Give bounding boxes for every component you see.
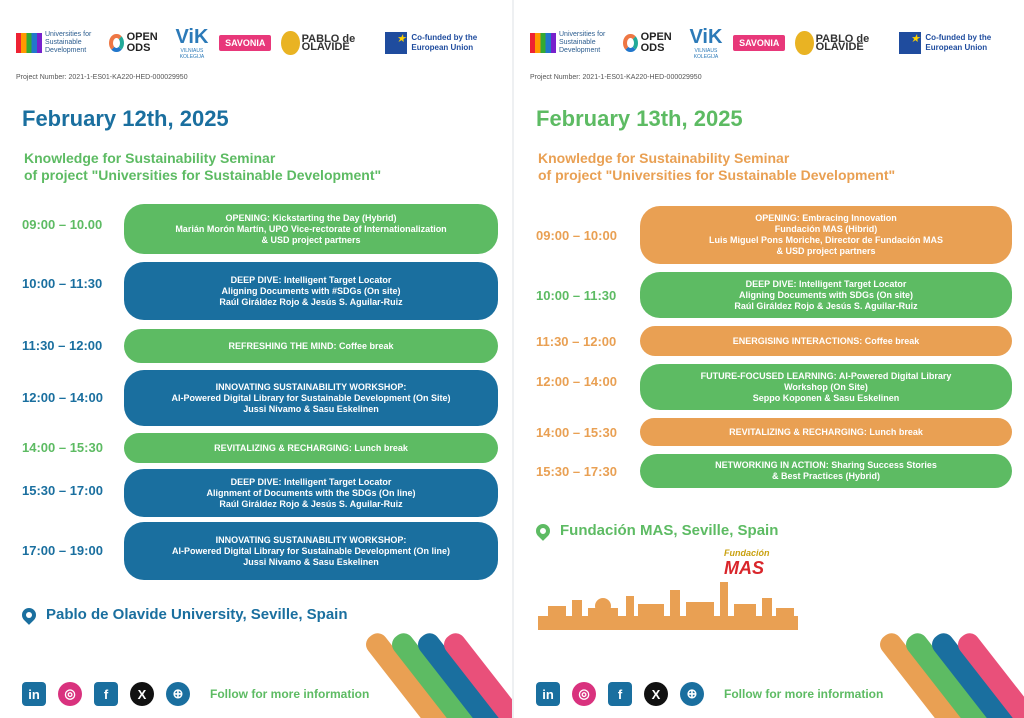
session-time: 09:00 – 10:00 <box>536 228 617 243</box>
savonia-logo: SAVONIA <box>219 35 271 51</box>
partner-logos <box>16 20 502 66</box>
day2-page <box>514 0 1024 718</box>
session-time: 15:30 – 17:00 <box>22 483 103 498</box>
location: Pablo de Olavide University, Seville, Spain <box>22 606 348 623</box>
vik-logo: ViK VILNIAUS KOLEGIJA <box>689 26 723 60</box>
seminar-subtitle: Knowledge for Sustainability Seminar of project "Universities for Sustainable Development" <box>24 150 382 183</box>
location: Fundación MAS, Seville, Spain <box>536 522 778 539</box>
globe-icon[interactable]: ⊕ <box>680 682 704 706</box>
session-time: 11:30 – 12:00 <box>22 338 103 353</box>
open-ods-logo: OPEN ODS <box>623 32 679 54</box>
project-number: Project Number: 2021-1-ES01-KA220-HED-000029950 <box>16 74 188 81</box>
session-time: 14:00 – 15:30 <box>22 440 103 455</box>
globe-icon[interactable]: ⊕ <box>166 682 190 706</box>
usd-logo: Universities for Sustainable Development <box>530 31 613 55</box>
session-box: ENERGISING INTERACTIONS: Coffee break <box>640 326 1012 356</box>
social-bar <box>536 682 883 706</box>
instagram-icon[interactable]: ◎ <box>572 682 596 706</box>
session-box: FUTURE-FOCUSED LEARNING: AI-Powered Digital Library Workshop (On Site) Seppo Koponen & Sasu Eskelinen <box>640 364 1012 410</box>
decorative-stripes <box>402 618 512 718</box>
social-bar <box>22 682 369 706</box>
instagram-icon[interactable]: ◎ <box>58 682 82 706</box>
location-pin-icon <box>19 605 39 625</box>
eu-logo: ★ Co-funded by the European Union <box>899 32 1016 54</box>
session-box: REFRESHING THE MIND: Coffee break <box>124 329 498 363</box>
project-number: Project Number: 2021-1-ES01-KA220-HED-000029950 <box>530 74 702 81</box>
usd-logo: Universities for Sustainable Development <box>16 31 99 55</box>
facebook-icon[interactable]: f <box>94 682 118 706</box>
seville-skyline-illustration <box>538 578 798 630</box>
page-title: February 13th, 2025 <box>536 106 743 131</box>
session-time: 11:30 – 12:00 <box>536 334 617 349</box>
fundacion-mas-logo: Fundación MAS <box>724 548 770 578</box>
session-time: 09:00 – 10.00 <box>22 217 103 232</box>
session-box: REVITALIZING & RECHARGING: Lunch break <box>124 433 498 463</box>
session-box: OPENING: Kickstarting the Day (Hybrid) Marián Morón Martín, UPO Vice-rectorate of Internationalization & USD project partners <box>124 204 498 254</box>
session-box: DEEP DIVE: Intelligent Target Locator Alignment of Documents with the SDGs (On line) Raúl Giráldez Rojo & Jesús S. Aguilar-Ruiz <box>124 469 498 517</box>
x-twitter-icon[interactable]: X <box>644 682 668 706</box>
session-time: 17:00 – 19:00 <box>22 543 103 558</box>
partner-logos <box>530 20 1016 66</box>
session-time: 15:30 – 17:30 <box>536 464 617 479</box>
follow-text: Follow for more information <box>724 687 884 701</box>
seminar-subtitle: Knowledge for Sustainability Seminar of project "Universities for Sustainable Development" <box>538 150 896 183</box>
linkedin-icon[interactable]: in <box>22 682 46 706</box>
linkedin-icon[interactable]: in <box>536 682 560 706</box>
session-box: DEEP DIVE: Intelligent Target Locator Aligning Documents with SDGs (On site) Raúl Giráldez Rojo & Jesús S. Aguilar-Ruiz <box>640 272 1012 318</box>
savonia-logo: SAVONIA <box>733 35 785 51</box>
decorative-stripes <box>916 618 1024 718</box>
session-box: DEEP DIVE: Intelligent Target Locator Aligning Documents with #SDGs (On site) Raúl Giráldez Rojo & Jesús S. Aguilar-Ruiz <box>124 262 498 320</box>
session-time: 12:00 – 14:00 <box>536 374 617 389</box>
page-title: February 12th, 2025 <box>22 106 229 131</box>
facebook-icon[interactable]: f <box>608 682 632 706</box>
session-time: 12:00 – 14:00 <box>22 390 103 405</box>
session-box: REVITALIZING & RECHARGING: Lunch break <box>640 418 1012 446</box>
session-box: INNOVATING SUSTAINABILITY WORKSHOP: AI-Powered Digital Library for Sustainable Development (On line) Jussi Nivamo & Sasu Eskelinen <box>124 522 498 580</box>
open-ods-logo: OPEN ODS <box>109 32 165 54</box>
vik-logo: ViK VILNIAUS KOLEGIJA <box>175 26 209 60</box>
follow-text: Follow for more information <box>210 687 370 701</box>
session-time: 10:00 – 11:30 <box>22 276 103 291</box>
x-twitter-icon[interactable]: X <box>130 682 154 706</box>
upo-logo: PABLO de OLAVIDE <box>281 31 375 55</box>
eu-logo: ★ Co-funded by the European Union <box>385 32 502 54</box>
session-time: 10:00 – 11:30 <box>536 288 617 303</box>
upo-logo: PABLO de OLAVIDE <box>795 31 889 55</box>
session-box: INNOVATING SUSTAINABILITY WORKSHOP: AI-Powered Digital Library for Sustainable Development (On Site) Jussi Nivamo & Sasu Eskelinen <box>124 370 498 426</box>
session-box: OPENING: Embracing Innovation Fundación MAS (Hibrid) Luis Miguel Pons Moriche, Director de Fundación MAS & USD project partners <box>640 206 1012 264</box>
session-time: 14:00 – 15:30 <box>536 425 617 440</box>
location-pin-icon <box>533 521 553 541</box>
session-box: NETWORKING IN ACTION: Sharing Success Stories & Best Practices (Hybrid) <box>640 454 1012 488</box>
